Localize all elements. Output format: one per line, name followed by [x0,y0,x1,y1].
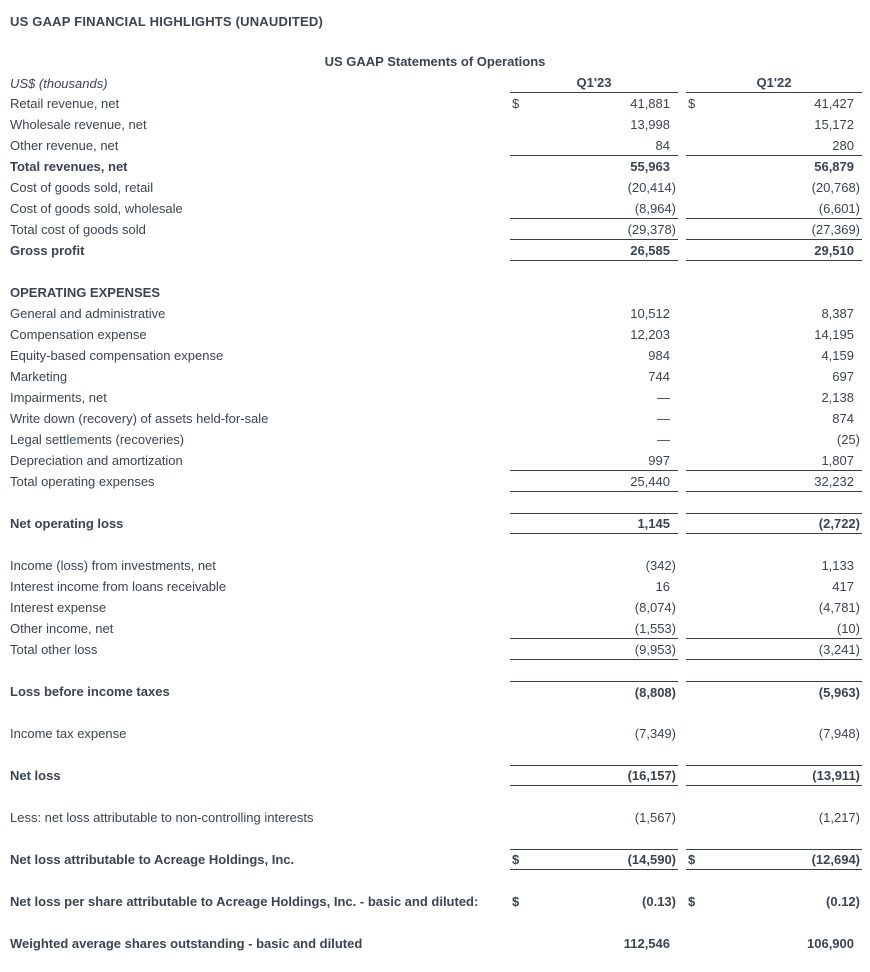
value-number: (5,963) [818,684,860,700]
value-number: 280 [832,137,854,153]
column-gap [678,597,686,618]
column-gap [678,639,686,660]
column-gap [678,240,686,261]
value-cell [510,303,678,324]
value-cell [510,219,678,240]
column-gap [678,849,686,870]
row-label: Write down (recovery) of assets held-for-sale [10,411,269,426]
value-cell [510,639,678,660]
value-cell [686,891,862,912]
right-margin [862,240,870,261]
right-margin [862,429,870,450]
table-row [0,219,870,240]
column-gap [678,198,686,219]
value-number: 1,807 [821,452,854,468]
column-gap [678,408,686,429]
column-gap [678,555,686,576]
right-margin [862,933,870,954]
value-number: (25) [836,432,860,447]
value-number: 984 [648,348,670,363]
value-cell [686,135,862,156]
value-cell [510,177,678,198]
value-number: 55,963 [630,159,670,174]
row-label: Income (loss) from investments, net [10,558,216,573]
value-cell [686,723,862,744]
row-label: Retail revenue, net [10,96,120,111]
value-cell [686,345,862,366]
value-cell [686,597,862,618]
row-label: Net operating loss [10,516,124,531]
value-cell [686,198,862,219]
value-cell [686,933,862,954]
table-row [0,849,870,870]
value-cell [686,387,862,408]
value-cell [510,513,678,534]
table-row [0,618,870,639]
row-label: Compensation expense [10,327,147,342]
value-number: (27,369) [811,221,860,237]
currency-symbol: $ [512,894,520,909]
value-number: 14,195 [814,327,854,342]
value-number: (1,217) [818,810,860,825]
currency-symbol: $ [688,852,696,867]
table-row [0,408,870,429]
column-gap [678,114,686,135]
value-cell [510,387,678,408]
row-label: Other income, net [10,621,114,636]
right-margin [862,114,870,135]
value-number: 41,427 [814,96,854,111]
value-cell [510,114,678,135]
value-cell [510,681,678,702]
row-label: Cost of goods sold, retail [10,180,154,195]
value-cell [686,303,862,324]
right-margin [862,597,870,618]
column-header-q1-22: Q1'22 [686,73,862,93]
column-gap [678,324,686,345]
column-gap [678,387,686,408]
column-gap [678,765,686,786]
row-label: Less: net loss attributable to non-controlling interests [10,810,314,825]
value-cell [510,324,678,345]
right-margin [862,576,870,597]
right-margin [862,324,870,345]
row-label: Total revenues, net [10,159,128,174]
value-number: (20,768) [811,180,860,195]
row-label: General and administrative [10,306,166,321]
column-gap [678,345,686,366]
column-gap [678,576,686,597]
value-number: 106,900 [807,936,854,951]
value-number: 25,440 [630,473,670,489]
table-row [0,198,870,219]
right-margin [862,450,870,471]
value-cell [510,849,678,870]
value-cell [510,891,678,912]
value-cell [510,765,678,786]
value-number: 417 [832,579,854,594]
column-gap [678,513,686,534]
table-row [0,156,870,177]
row-label: Depreciation and amortization [10,453,183,468]
table-row [0,576,870,597]
value-number: 15,172 [814,117,854,132]
right-margin [862,345,870,366]
row-label: Gross profit [10,243,85,258]
value-cell [686,408,862,429]
row-label: Impairments, net [10,390,107,405]
value-cell [686,807,862,828]
spacer-row [0,261,870,282]
table-row [0,345,870,366]
value-number: (8,964) [634,200,676,216]
value-number: (12,694) [811,852,860,867]
statements-of-operations-table [0,93,870,954]
value-number: 1,133 [821,558,854,573]
table-row [0,450,870,471]
table-row [0,513,870,534]
value-cell [510,450,678,471]
column-gap [678,471,686,492]
row-label: Total operating expenses [10,474,155,489]
value-number: 10,512 [630,306,670,321]
column-gap [678,681,686,702]
right-margin [862,618,870,639]
value-number: (2,722) [818,516,860,531]
value-number: (7,948) [818,726,860,741]
value-cell [686,555,862,576]
column-gap [678,807,686,828]
value-number: 744 [648,369,670,384]
value-cell [510,198,678,219]
value-cell [510,408,678,429]
value-cell [686,282,862,303]
value-number: (342) [645,558,676,573]
value-cell [686,156,862,177]
right-margin [862,93,870,114]
value-number: (16,157) [627,768,676,783]
value-cell [510,555,678,576]
table-header-row [0,73,870,93]
value-number: 112,546 [623,936,670,951]
right-margin [862,408,870,429]
spacer-row [0,912,870,933]
value-cell [686,219,862,240]
value-cell [686,450,862,471]
row-label: Interest expense [10,600,107,615]
right-margin [862,849,870,870]
column-gap [678,177,686,198]
value-cell [510,723,678,744]
column-gap [678,933,686,954]
row-label: Net loss [10,768,61,783]
table-row [0,240,870,261]
value-number: — [657,432,670,447]
spacer-row [0,828,870,849]
right-margin [862,555,870,576]
spacer-row [0,786,870,807]
value-cell [510,933,678,954]
value-cell [686,849,862,870]
value-cell [686,639,862,660]
right-margin [862,156,870,177]
value-number: (9,953) [634,641,676,657]
value-number: 29,510 [814,242,854,258]
value-cell [686,93,862,114]
value-number: 874 [832,411,854,426]
row-label: Income tax expense [10,726,127,741]
value-cell [686,114,862,135]
page-title: US GAAP FINANCIAL HIGHLIGHTS (UNAUDITED) [10,14,324,29]
value-number: 12,203 [630,327,670,342]
spacer-row [0,870,870,891]
column-gap [678,429,686,450]
row-label: Wholesale revenue, net [10,117,147,132]
table-row [0,555,870,576]
table-row [0,93,870,114]
value-number: 997 [648,452,670,468]
value-cell [510,429,678,450]
spacer-row [0,702,870,723]
value-number: 32,232 [814,473,854,489]
column-gap [678,723,686,744]
right-margin [862,723,870,744]
value-number: 4,159 [821,348,854,363]
right-margin [862,765,870,786]
right-margin [862,135,870,156]
currency-symbol: $ [688,894,696,909]
spacer-row [0,534,870,555]
right-margin [862,891,870,912]
table-row [0,891,870,912]
column-gap [678,93,686,114]
value-cell [686,240,862,261]
value-number: 1,145 [637,516,670,531]
right-margin [862,471,870,492]
value-cell [686,765,862,786]
table-row [0,387,870,408]
value-cell [510,282,678,303]
value-cell [510,240,678,261]
value-number: (4,781) [818,600,860,615]
value-number: 697 [832,369,854,384]
value-number: (0.12) [826,894,860,909]
table-row [0,807,870,828]
row-label: Cost of goods sold, wholesale [10,201,183,216]
value-cell [686,366,862,387]
row-label: Interest income from loans receivable [10,579,227,594]
value-number: 56,879 [814,159,854,174]
column-gap [678,366,686,387]
value-number: 2,138 [821,390,854,405]
table-row [0,429,870,450]
right-margin [862,177,870,198]
value-number: 16 [655,579,670,594]
value-cell [510,618,678,639]
row-label: Net loss per share attributable to Acreage Holdings, Inc. - basic and diluted: [10,894,479,909]
row-label: Total cost of goods sold [10,222,146,237]
table-row [0,324,870,345]
currency-symbol: $ [512,96,520,111]
row-label: Other revenue, net [10,138,119,153]
value-number: 8,387 [821,306,854,321]
spacer-row [0,660,870,681]
column-gap [678,450,686,471]
table-row [0,765,870,786]
value-number: (13,911) [812,768,860,783]
row-label: Legal settlements (recoveries) [10,432,185,447]
value-number: (8,808) [634,684,676,700]
currency-symbol: $ [688,96,696,111]
column-gap [678,618,686,639]
right-margin [862,219,870,240]
table-row [0,282,870,303]
value-cell [686,471,862,492]
value-number: 41,881 [630,96,670,111]
right-margin [862,387,870,408]
value-number: (8,074) [634,600,676,615]
table-row [0,471,870,492]
column-gap [678,73,686,93]
row-label: Total other loss [10,642,98,657]
value-number: (1,553) [634,620,676,636]
value-cell [686,429,862,450]
table-row [0,366,870,387]
column-gap [678,219,686,240]
spacer-row [0,492,870,513]
table-row [0,114,870,135]
value-cell [686,513,862,534]
right-margin [862,513,870,534]
value-number: (20,414) [627,180,676,195]
row-label: Equity-based compensation expense [10,348,224,363]
value-cell [510,807,678,828]
right-margin [862,198,870,219]
column-gap [678,135,686,156]
value-number: 84 [655,137,670,153]
value-cell [510,576,678,597]
value-cell [510,366,678,387]
value-number: (6,601) [818,200,860,216]
column-gap [678,156,686,177]
value-number: (7,349) [634,726,676,741]
right-margin [862,366,870,387]
value-number: — [657,411,670,426]
column-gap [678,282,686,303]
right-margin [862,73,870,93]
value-cell [686,618,862,639]
column-header-q1-23: Q1'23 [510,73,678,93]
value-number: (3,241) [818,641,860,657]
value-number: 26,585 [630,242,670,258]
value-cell [510,471,678,492]
row-label: OPERATING EXPENSES [10,285,161,300]
table-row [0,933,870,954]
spacer-row [0,744,870,765]
table-row [0,639,870,660]
table-title: US GAAP Statements of Operations [324,54,546,69]
row-label: Weighted average shares outstanding - basic and diluted [10,936,363,951]
right-margin [862,807,870,828]
table-row [0,723,870,744]
table-row [0,597,870,618]
column-gap [678,303,686,324]
value-number: (29,378) [627,221,676,237]
unit-label: US$ (thousands) [10,75,108,91]
value-cell [686,576,862,597]
value-number: 13,998 [630,117,670,132]
column-gap [678,891,686,912]
row-label: Net loss attributable to Acreage Holdings, Inc. [10,852,295,867]
currency-symbol: $ [512,852,520,867]
row-label: Marketing [10,369,68,384]
right-margin [862,681,870,702]
value-cell [686,681,862,702]
row-label: Loss before income taxes [10,684,170,699]
value-cell [510,345,678,366]
right-margin [862,282,870,303]
value-cell [686,177,862,198]
value-number: (1,567) [634,810,676,825]
table-row [0,303,870,324]
value-cell [510,93,678,114]
value-number: (0.13) [642,894,676,909]
value-cell [510,135,678,156]
value-number: (10) [836,620,860,636]
table-row [0,177,870,198]
right-margin [862,303,870,324]
value-cell [686,324,862,345]
table-row [0,681,870,702]
value-cell [510,156,678,177]
table-row [0,135,870,156]
value-cell [510,597,678,618]
value-number: (14,590) [627,852,676,867]
value-number: — [657,390,670,405]
right-margin [862,639,870,660]
